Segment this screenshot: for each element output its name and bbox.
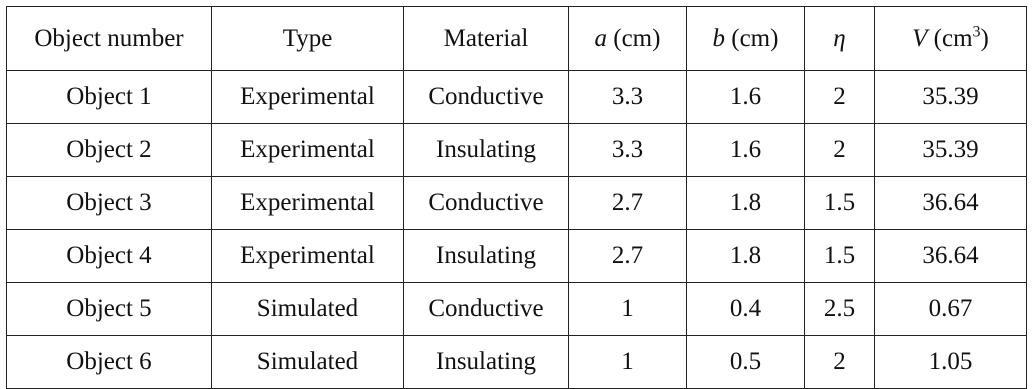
cell-a: 1 [569, 336, 687, 389]
table-row [7, 71, 1027, 124]
cell-eta: 2 [805, 336, 875, 389]
cell-b: 1.6 [687, 124, 805, 177]
cell-b: 1.8 [687, 230, 805, 283]
header-type: Type [212, 7, 404, 71]
table-row [7, 124, 1027, 177]
header-volume [875, 7, 1027, 71]
cell-volume: 35.39 [875, 71, 1027, 124]
cell-type: Experimental [212, 177, 404, 230]
cell-a: 2.7 [569, 230, 687, 283]
header-object-number: Object number [7, 7, 212, 71]
cell-type: Experimental [212, 71, 404, 124]
header-a [569, 7, 687, 71]
cell-volume: 36.64 [875, 230, 1027, 283]
cell-a: 3.3 [569, 71, 687, 124]
cell-object: Object 6 [7, 336, 212, 389]
cell-eta: 2 [805, 124, 875, 177]
cell-eta: 1.5 [805, 177, 875, 230]
header-v-symbol: V [912, 24, 928, 52]
cell-object: Object 4 [7, 230, 212, 283]
cell-a: 1 [569, 283, 687, 336]
header-a-unit: (cm) [613, 24, 661, 52]
cell-object: Object 1 [7, 71, 212, 124]
cell-material: Insulating [404, 336, 569, 389]
header-eta [805, 7, 875, 71]
cell-material: Insulating [404, 230, 569, 283]
objects-table [6, 6, 1027, 389]
cell-volume: 35.39 [875, 124, 1027, 177]
cell-b: 1.8 [687, 177, 805, 230]
cell-object: Object 5 [7, 283, 212, 336]
cell-type: Simulated [212, 283, 404, 336]
table-row [7, 283, 1027, 336]
cell-b: 0.5 [687, 336, 805, 389]
header-b [687, 7, 805, 71]
header-b-symbol: b [712, 24, 726, 52]
header-row [7, 7, 1027, 71]
cell-a: 3.3 [569, 124, 687, 177]
header-b-unit: (cm) [731, 24, 779, 52]
cell-object: Object 2 [7, 124, 212, 177]
cell-volume: 36.64 [875, 177, 1027, 230]
cell-material: Insulating [404, 124, 569, 177]
header-v-unit-exp: 3 [972, 23, 981, 41]
cell-eta: 1.5 [805, 230, 875, 283]
cell-type: Experimental [212, 124, 404, 177]
header-v-unit-open: (cm [933, 24, 973, 52]
cell-material: Conductive [404, 177, 569, 230]
cell-eta: 2 [805, 71, 875, 124]
cell-b: 0.4 [687, 283, 805, 336]
header-eta-symbol: η [833, 24, 846, 52]
cell-type: Simulated [212, 336, 404, 389]
cell-eta: 2.5 [805, 283, 875, 336]
cell-object: Object 3 [7, 177, 212, 230]
header-a-symbol: a [594, 24, 608, 52]
cell-material: Conductive [404, 71, 569, 124]
cell-volume: 0.67 [875, 283, 1027, 336]
cell-material: Conductive [404, 283, 569, 336]
cell-a: 2.7 [569, 177, 687, 230]
table-row [7, 230, 1027, 283]
cell-type: Experimental [212, 230, 404, 283]
header-v-unit-close: ) [980, 24, 989, 52]
table-row [7, 336, 1027, 389]
cell-volume: 1.05 [875, 336, 1027, 389]
table-container [6, 6, 1027, 389]
cell-b: 1.6 [687, 71, 805, 124]
table-row [7, 177, 1027, 230]
header-material: Material [404, 7, 569, 71]
